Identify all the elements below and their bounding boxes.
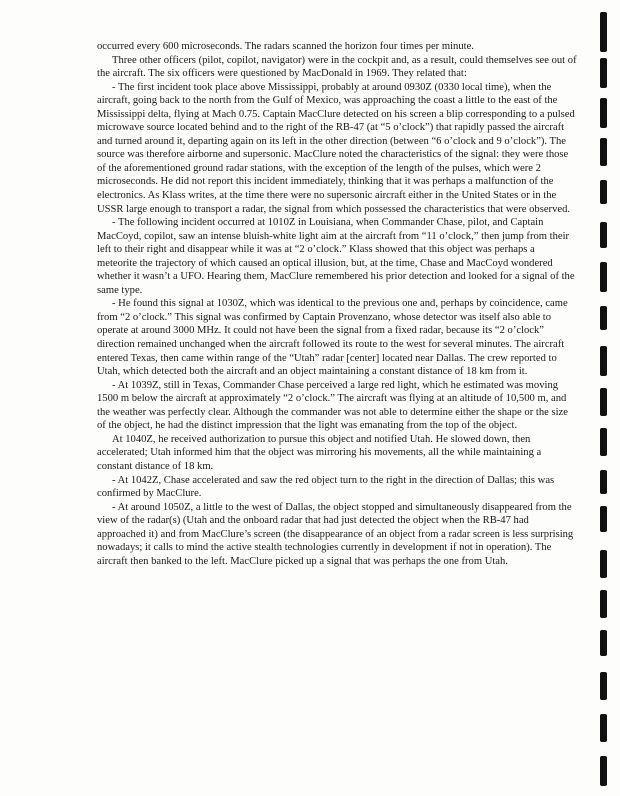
scan-mark [600, 98, 607, 128]
scan-mark [600, 12, 607, 52]
paragraph: - The first incident took place above Mississippi, probably at around 0930Z (0330 local time), when the aircraft, going back to the north from the Gulf of Mexico, was approaching the coast a little to the east of the Mississippi delta, flying at Mach 0.75. Captain MacClure detected on his screen a blip corresponding to a pulsed microwave source located behind and to the right of the RB-47 (at “5 o’clock”) that rapidly passed the aircraft and turned around it, departing again on its left in the other direction (between “6 o’clock and 9 o’clock”). The source was therefore airborne and supersonic. MacClure noted the characteristics of the signal: they were those of the aforementioned ground radar stations, with the exception of the length of the pulses, which were 2 microseconds. He did not report this incident immediately, thinking that it was perhaps a malfunction of the electronics. As Klass writes, at the time there were no supersonic aircraft either in the United States or in the USSR large enough to transport a radar, the signal from which possessed the characteristics that were observed. [97, 81, 575, 215]
scan-mark [600, 306, 607, 330]
paragraph: occurred every 600 microseconds. The radars scanned the horizon four times per minute. [97, 41, 474, 52]
scan-mark [600, 714, 607, 742]
scan-mark [600, 672, 607, 700]
paragraph: Three other officers (pilot, copilot, navigator) were in the cockpit and, as a result, could themselves see out of the aircraft. The six officers were questioned by MacDonald in 1969. They related that: [97, 54, 577, 80]
scan-mark [600, 756, 607, 786]
scan-edge-marks [598, 0, 620, 796]
scan-mark [600, 550, 607, 578]
paragraph: - He found this signal at 1030Z, which was identical to the previous one and, perhaps by coincidence, came from “2 o’clock.” This signal was confirmed by Captain Provenzano, whose detector was itself also able to operate at around 3000 MHz. It could not have been the signal from a fixed radar, because its “2 o’clock” direction remained unchanged when the aircraft followed its route to the west for several minutes. The aircraft entered Texas, then came within range of the “Utah” radar [center] located near Dallas. The crew reported to Utah, which detected both the aircraft and an object maintaining a constant distance of 18 km from it. [97, 298, 568, 378]
scan-mark [600, 58, 607, 88]
paragraph: - The following incident occurred at 1010Z in Louisiana, when Commander Chase, pilot, and Captain MacCoyd, copilot, saw an intense bluish-white light aim at the aircraft from “11 o’clock,” then jump from their left to their right and disappear while it was at “2 o’clock.” Klass showed that this object was perhaps a meteorite the trajectory of which caused an optical illusion, but, at the time, Chase and MacCoyd wondered whether it wasn’t a UFO. Hearing them, MacClure remembered his prior detection and looked for a signal of the same type. [97, 217, 575, 296]
scan-mark [600, 388, 607, 416]
scan-mark [600, 222, 607, 248]
paragraph: - At 1039Z, still in Texas, Commander Chase perceived a large red light, which he estimated was moving 1500 m below the aircraft at approximately “2 o’clock.” The aircraft was flying at an altitude of 10,500 m, and the weather was perfectly clear. Although the commander was not able to determine either the shape or the size of the object, he had the distinct impression that the light was emanating from the top of the object. [97, 379, 568, 432]
scan-mark [600, 590, 607, 618]
scan-mark [600, 138, 607, 166]
document-body [97, 40, 577, 568]
scan-mark [600, 470, 607, 494]
scan-mark [600, 180, 607, 204]
scan-mark [600, 506, 607, 532]
paragraph: - At 1042Z, Chase accelerated and saw the red object turn to the right in the direction of Dallas; this was confirmed by MacClure. [97, 474, 555, 500]
scan-mark [600, 428, 607, 456]
scan-mark [600, 630, 607, 656]
paragraph: At 1040Z, he received authorization to pursue this object and notified Utah. He slowed down, then accelerated; Utah informed him that the object was mirroring his movements, all the while maintaining a constant distance of 18 km. [97, 433, 542, 472]
scan-mark [600, 346, 607, 376]
paragraph: - At around 1050Z, a little to the west of Dallas, the object stopped and simultaneously disappeared from the view of the radar(s) (Utah and the onboard radar that had just detected the object when the RB-47 had approached it) and from MacClure’s screen (the disappearance of an object from a radar screen is less surprising nowadays; it calls to mind the active stealth technologies currently in development if not in operation). The aircraft then banked to the left. MacClure picked up a signal that was perhaps the one from Utah. [97, 501, 574, 567]
scan-mark [600, 262, 607, 292]
